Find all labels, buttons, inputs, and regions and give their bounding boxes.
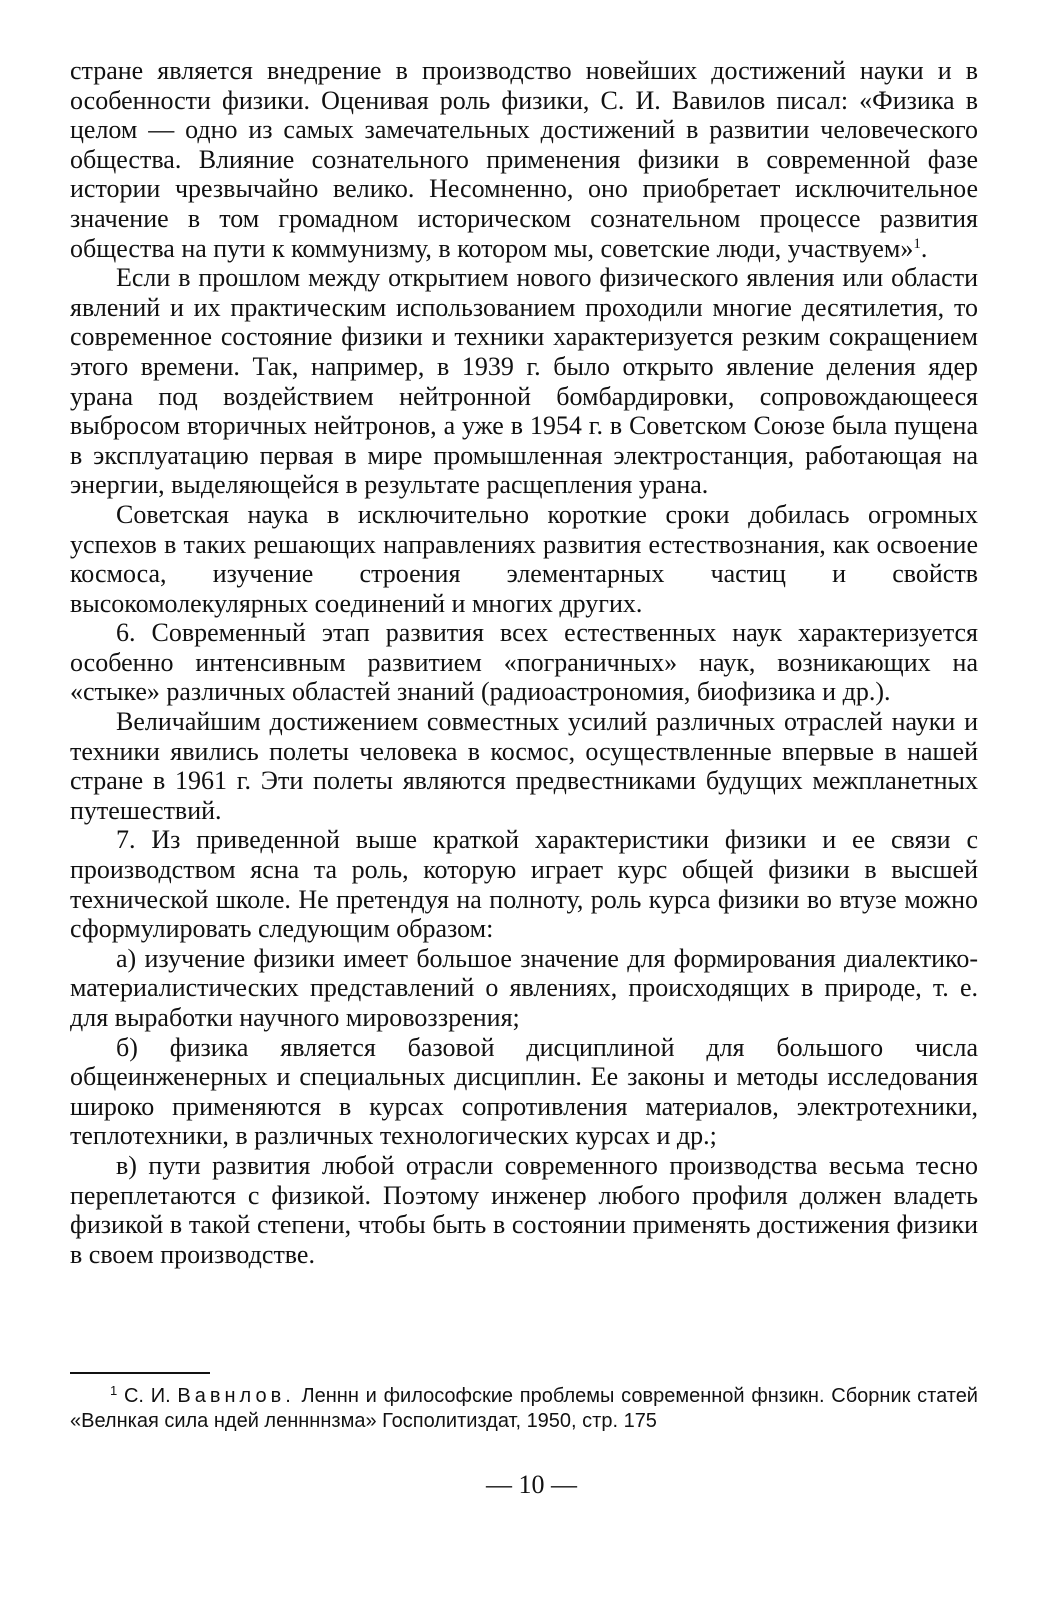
paragraph-6: 7. Из приведенной выше краткой характеристики физики и ее связи с производством ясна та роль, которую играет курс общей физики в высшей технической школе. Не претендуя на полноту, роль курса физики во втузе можно сформулировать следующим образом: xyxy=(70,825,978,944)
footnote-reference: 1 xyxy=(913,235,921,252)
footnote-mark: 1 xyxy=(110,1383,118,1398)
main-text xyxy=(70,56,978,1269)
page-number: — 10 — xyxy=(486,1470,577,1499)
paragraph-4: 6. Современный этап развития всех естественных наук характеризуется особенно интенсивным развитием «пограничных» наук, возникающих на «стыке» различных областей знаний (радиоастрономия, биофизика и др.). xyxy=(70,618,978,707)
footnote-text: Леннн и философские проблемы современной фнзикн. Сборник статей «Велнкая сила ндей леннннзма» Госполитиздат, 1950, стр. 175 xyxy=(70,1385,978,1432)
paragraph-1 xyxy=(70,56,978,263)
paragraph-1-text: стране является внедрение в производство новейших достижений науки и в особенности физики. Оценивая роль физики, С. И. Вавилов писал: «Физика в целом — одно из самых замечательных достижений в развитии человеческого общества. Влияние сознательного применения физики в современной фазе истории чрезвычайно велико. Несомненно, оно приобретает исключительное значение в том громадном историческом сознательном процессе развития общества на пути к коммунизму, в котором мы, советские люди, участвуем» xyxy=(70,56,978,263)
footnote xyxy=(70,1384,978,1434)
paragraph-8: б) физика является базовой дисциплиной для большого числа общеинженерных и специальных дисциплин. Ее законы и методы исследования широко применяются в курсах сопротивления материалов, электротехники, теплотехники, в различных технологических курсах и др.; xyxy=(70,1032,978,1151)
paragraph-2: Если в прошлом между открытием нового физического явления или области явлений и их практическим использованием проходили многие десятилетия, то современное состояние физики и техники характеризуется резким сокращением этого времени. Так, например, в 1939 г. было открыто явление деления ядер урана под воздействием нейтронной бомбардировки, сопровождающееся выбросом вторичных нейтронов, а уже в 1954 г. в Советском Союзе была пущена в эксплуатацию первая в мире промышленная электростанция, работающая на энергии, выделяющейся в результате расщепления урана. xyxy=(70,263,978,500)
footnote-author: Вавнлов. xyxy=(177,1385,295,1407)
paragraph-9: в) пути развития любой отрасли современного производства весьма тесно переплетаются с физикой. Поэтому инженер любого профиля должен владеть физикой в такой степени, чтобы быть в состоянии применять достижения физики в своем производстве. xyxy=(70,1150,978,1269)
footnote-divider xyxy=(70,1372,210,1374)
footnote-initials: С. И. xyxy=(123,1385,171,1407)
paragraph-7: а) изучение физики имеет большое значение для формирования диалектико-материалистических представлений о явлениях, происходящих в природе, т. е. для выработки научного мировоззрения; xyxy=(70,943,978,1032)
paragraph-1-tail: . xyxy=(920,233,928,263)
paragraph-3: Советская наука в исключительно короткие сроки добилась огромных успехов в таких решающих направлениях развития естествознания, как освоение космоса, изучение строения элементарных частиц и свойств высокомолекулярных соединений и многих других. xyxy=(70,499,978,618)
paragraph-5: Величайшим достижением совместных усилий различных отраслей науки и техники явились полеты человека в космос, осуществленные впервые в нашей стране в 1961 г. Эти полеты являются предвестниками будущих межпланетных путешествий. xyxy=(70,707,978,825)
